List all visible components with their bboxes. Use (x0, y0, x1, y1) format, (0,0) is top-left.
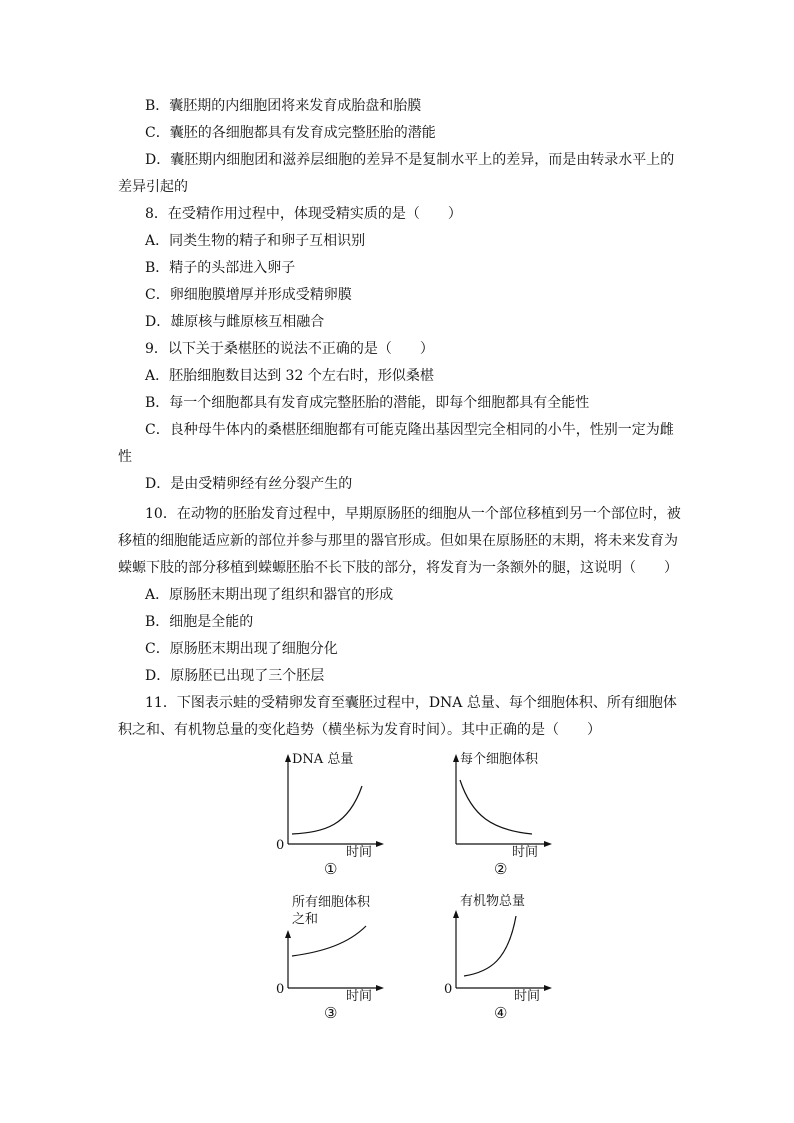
graph-4-ylabel: 有机物总量 (460, 894, 526, 909)
graph-1-origin: 0 (276, 838, 285, 853)
graph-organic-matter-svg (440, 892, 560, 1022)
graph-1-ylabel: DNA 总量 (292, 752, 354, 767)
graph-3-xlabel: 时间 (346, 989, 373, 1004)
option-d-q7: D．囊胚期内细胞团和滋养层细胞的差异不是复制水平上的差异，而是由转录水平上的 (145, 152, 675, 168)
option-d-q10: D．原肠胚已出现了三个胚层 (145, 668, 325, 684)
graph-dna-total (270, 748, 390, 878)
option-d-q8: D．雄原核与雌原核互相融合 (145, 314, 325, 330)
question-11-cont: 积之和、有机物总量的变化趋势（横坐标为发育时间）。其中正确的是（ ） (118, 722, 601, 738)
graph-2-xlabel: 时间 (512, 845, 539, 860)
option-b-q9: B．每一个细胞都具有发育成完整胚胎的潜能，即每个细胞都具有全能性 (145, 395, 590, 411)
option-c-q10: C．原肠胚末期出现了细胞分化 (145, 641, 338, 657)
graph-2-number: ② (494, 860, 508, 878)
option-c-q9: C．良种母牛体内的桑椹胚细胞都有可能克隆出基因型完全相同的小牛，性别一定为雌 (145, 422, 674, 438)
option-b-q8: B．精子的头部进入卵子 (145, 260, 296, 276)
option-c-q8: C．卵细胞膜增厚并形成受精卵膜 (145, 287, 352, 303)
option-d-q7-cont: 差异引起的 (118, 179, 188, 195)
question-10-cont2: 蝾螈下肢的部分移植到蝾螈胚胎不长下肢的部分，将发育为一条额外的腿，这说明（ ） (118, 560, 678, 576)
option-c-q9-cont: 性 (118, 449, 132, 465)
question-8: 8．在受精作用过程中，体现受精实质的是（ ） (145, 206, 462, 222)
graph-4-origin: 0 (444, 982, 453, 997)
graph-3-ylabel: 所有细胞体积之和 (292, 895, 371, 927)
graph-2-ylabel: 每个细胞体积 (460, 752, 539, 767)
graph-3-number: ③ (324, 1004, 338, 1022)
graph-total-volume (270, 892, 390, 1022)
option-a-q9: A．胚胎细胞数目达到 32 个左右时，形似桑椹 (145, 368, 434, 384)
cell-volume-curve (460, 780, 532, 834)
question-9: 9．以下关于桑椹胚的说法不正确的是（ ） (145, 341, 434, 357)
dna-curve (292, 786, 362, 834)
graph-3-origin: 0 (276, 982, 285, 997)
graph-organic-matter (440, 892, 560, 1022)
question-10-cont1: 移植的细胞能适应新的部位并参与那里的器官形成。但如果在原肠胚的末期，将未来发育为 (118, 533, 678, 549)
organic-matter-curve (464, 916, 516, 976)
graph-4-xlabel: 时间 (514, 989, 541, 1004)
graph-1-number: ① (324, 860, 338, 878)
option-d-q9: D．是由受精卵经有丝分裂产生的 (145, 476, 353, 492)
option-b-q7: B．囊胚期的内细胞团将来发育成胎盘和胎膜 (145, 98, 422, 114)
option-a-q8: A．同类生物的精子和卵子互相识别 (145, 233, 366, 249)
total-volume-curve (292, 926, 366, 956)
option-c-q7: C．囊胚的各细胞都具有发育成完整胚胎的潜能 (145, 125, 436, 141)
graph-1-xlabel: 时间 (346, 845, 373, 860)
graph-cell-volume (440, 748, 560, 878)
option-b-q10: B．细胞是全能的 (145, 614, 254, 630)
graph-4-number: ④ (494, 1004, 508, 1022)
option-a-q10: A．原肠胚末期出现了组织和器官的形成 (145, 587, 394, 603)
question-10: 10．在动物的胚胎发育过程中，早期原肠胚的细胞从一个部位移植到另一个部位时，被 (145, 506, 681, 522)
question-11: 11．下图表示蛙的受精卵发育至囊胚过程中，DNA 总量、每个细胞体积、所有细胞体 (145, 695, 677, 711)
